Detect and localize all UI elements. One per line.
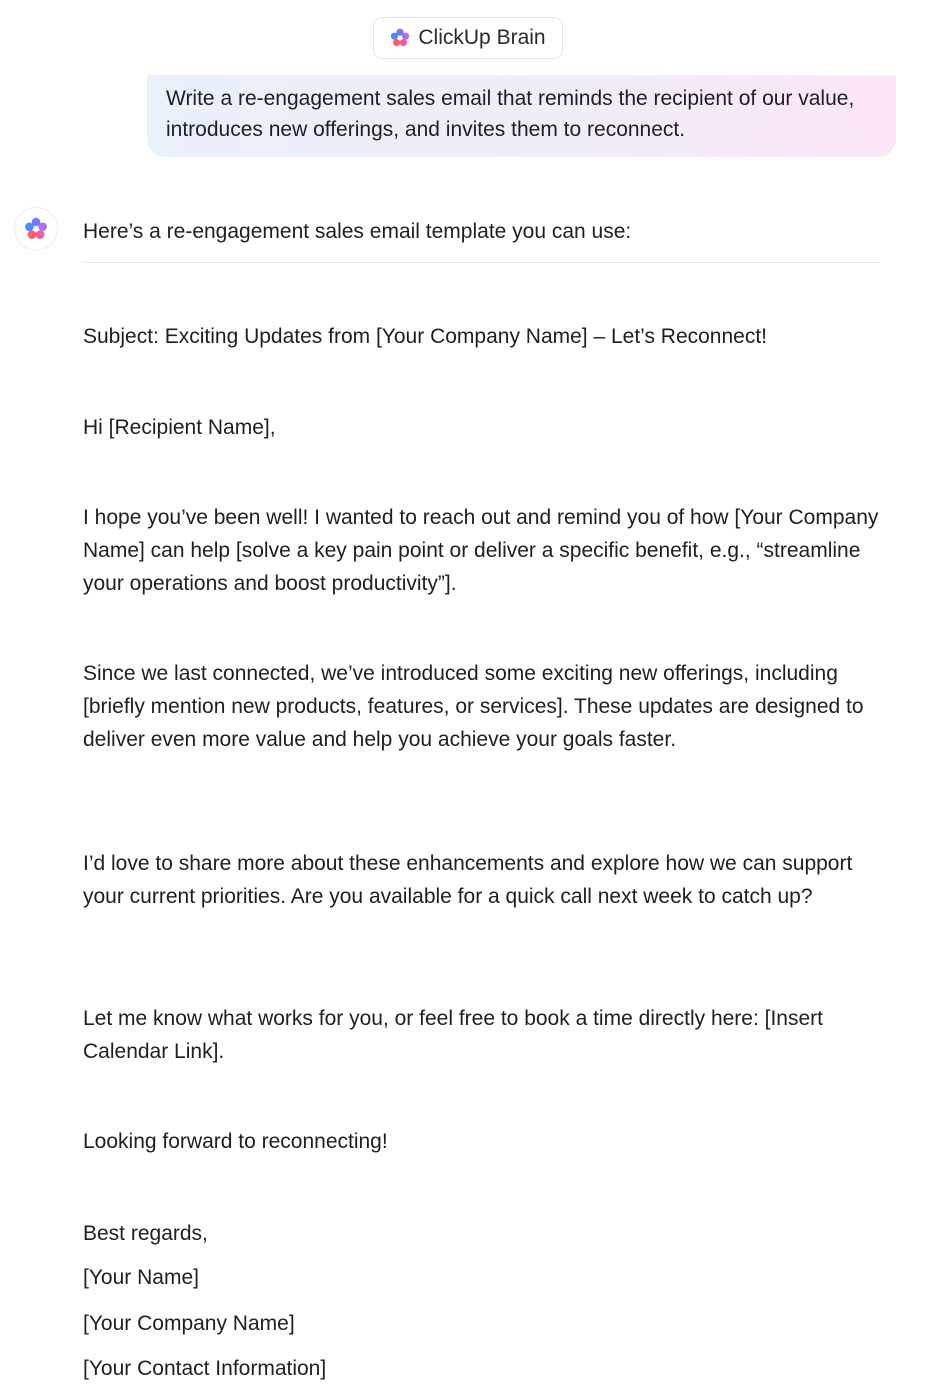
email-signoff-name: [Your Name] (83, 1266, 199, 1289)
email-subject: Subject: Exciting Updates from [Your Company Name] – Let’s Reconnect! (83, 325, 768, 348)
email-greeting: Hi [Recipient Name], (83, 416, 276, 439)
clickup-brain-logo-icon (390, 28, 410, 48)
clickup-brain-badge[interactable] (373, 17, 563, 59)
email-signoff-company: [Your Company Name] (83, 1312, 295, 1335)
clickup-brain-avatar-icon (24, 217, 48, 241)
email-paragraph-offerings: Since we last connected, we’ve introduced some exciting new offerings, including [briefly mention new products, features, or services]. These updates are designed to deliver even more value and help you achieve your goals faster. (83, 662, 864, 751)
email-signoff-closing: Best regards, (83, 1222, 208, 1245)
response-divider (83, 262, 879, 263)
email-paragraph-calendar: Let me know what works for you, or feel free to book a time directly here: [Insert Calendar Link]. (83, 1007, 823, 1063)
email-paragraph-closing: Looking forward to reconnecting! (83, 1130, 388, 1153)
assistant-avatar (14, 207, 58, 251)
email-signoff-contact: [Your Contact Information] (83, 1357, 327, 1380)
user-prompt-text: Write a re-engagement sales email that reminds the recipient of our value, introduces new offerings, and invites them to reconnect. (166, 87, 855, 141)
brand-label: ClickUp Brain (418, 26, 546, 49)
email-paragraph-value: I hope you’ve been well! I wanted to reach out and remind you of how [Your Company Name] can help [solve a key pain point or deliver a specific benefit, e.g., “streamline your operations and boost productivity”]. (83, 506, 879, 595)
user-prompt-bubble (147, 75, 896, 157)
response-intro: Here’s a re-engagement sales email template you can use: (83, 220, 632, 243)
email-paragraph-call: I’d love to share more about these enhancements and explore how we can support your current priorities. Are you available for a quick call next week to catch up? (83, 852, 853, 908)
